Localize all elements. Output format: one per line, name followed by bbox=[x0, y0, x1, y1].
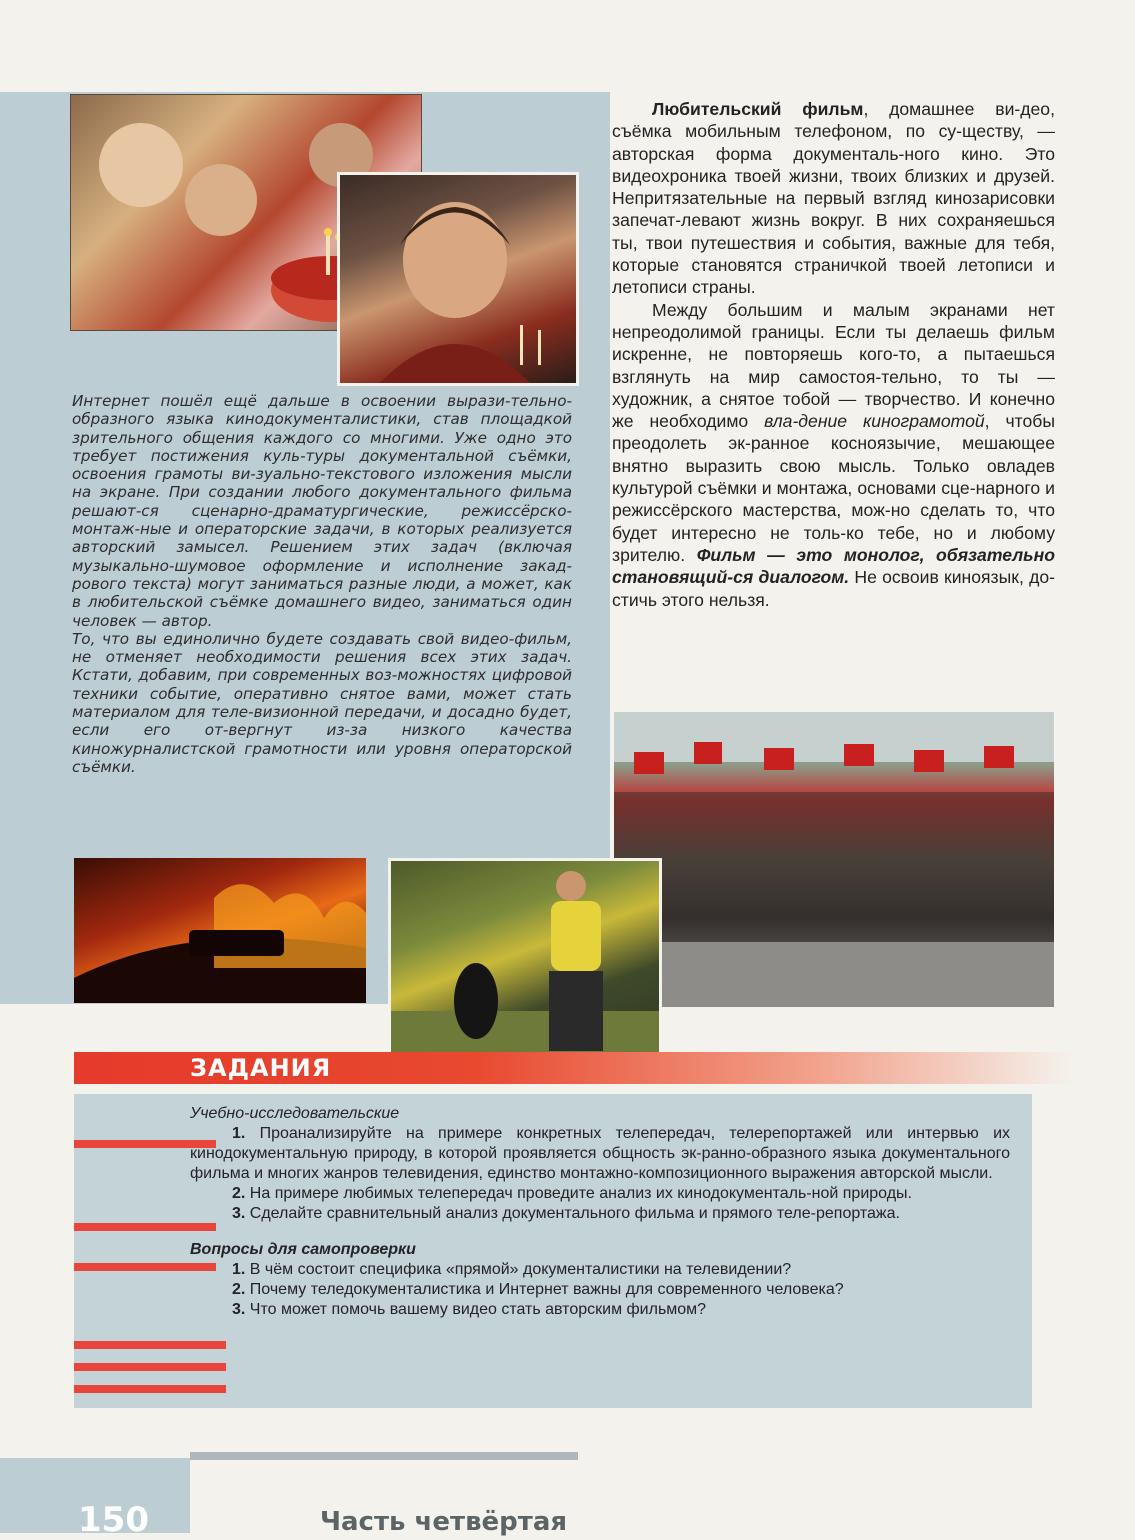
research-task-1 bbox=[190, 1124, 1010, 1184]
page-number: 150 bbox=[78, 1500, 149, 1540]
self-check-question-1 bbox=[190, 1260, 1010, 1280]
self-check-question-1-number: 1. bbox=[232, 1261, 246, 1278]
self-check-question-1-text: В чём состоит специфика «прямой» документалистики на телевидении? bbox=[245, 1261, 792, 1278]
research-task-1-number: 1. bbox=[232, 1125, 246, 1142]
self-check-question-2-number: 2. bbox=[232, 1281, 246, 1298]
research-task-2-number: 2. bbox=[232, 1185, 246, 1202]
main-paragraph-2-text-b: , чтобы преодолеть эк-ранное косноязычие, мешающее внятно выразить свою мысль. Только овладев культурой съёмки и монтажа, основами сце-нарного и режиссёрского мастерства, мож-но сделать то, что будет интересно не толь-ко тебе, но и любому зрителю. bbox=[612, 411, 1056, 565]
research-task-3-number: 3. bbox=[232, 1205, 246, 1222]
term-amateur-film: Любительский фильм bbox=[652, 99, 864, 119]
tasks-title: ЗАДАНИЯ bbox=[190, 1054, 332, 1082]
left-caption-paragraph-1: Интернет пошёл ещё дальше в освоении вырази-тельно-образного языка кинодокументалистики, став площадкой зрительного общения каждого со многими. Уже одно это требует постижения куль-туры документальной съёмки, освоения грамоты ви-зуально-текстового изложения мысли на экране. При создании любого документального фильма решают-ся сценарно-драматургические, режиссёрско-монтаж-ные и операторские задачи, в которых реализуется авторский замысел. Решением этих задач (включая музыкально-шумовое оформление и исполнение закад-рового текста) могут заниматься разные люди, а может, как в любительской съёмке домашнего видео, заниматься один человек — автор. bbox=[72, 392, 572, 630]
question-marker-2 bbox=[74, 1363, 226, 1371]
research-task-3-text: Сделайте сравнительный анализ документального фильма и прямого теле-репортажа. bbox=[245, 1205, 900, 1222]
footer-divider bbox=[190, 1452, 578, 1460]
parade-photo bbox=[614, 712, 1054, 1007]
research-task-2 bbox=[190, 1184, 1010, 1204]
term-film-literacy: вла-дение кинограмотой bbox=[764, 411, 985, 432]
self-check-heading: Вопросы для самопроверки bbox=[190, 1241, 416, 1258]
fire-photo bbox=[74, 858, 366, 1003]
research-tasks-heading: Учебно-исследовательские bbox=[190, 1105, 400, 1122]
main-paragraph-2-text-c: Не освоив киноязык, до-стичь этого нельзя. bbox=[612, 567, 1055, 610]
parade-illustration bbox=[614, 712, 1054, 1007]
main-text-column bbox=[612, 98, 1055, 611]
research-task-1-text: Проанализируйте на примере конкретных телепередач, телерепортажей или интервью их кинодокументальную природу, в которой проявляется общность эк-ранно-образного языка документального фильма и многих жанров телевидения, единство монтажно-композиционного выражения авторской мысли. bbox=[190, 1125, 1010, 1182]
research-task-3 bbox=[190, 1204, 1010, 1224]
main-paragraph-2 bbox=[612, 299, 1055, 611]
main-paragraph-1 bbox=[612, 98, 1055, 299]
self-check-question-3-number: 3. bbox=[232, 1301, 246, 1318]
self-check-question-2-text: Почему теледокументалистика и Интернет важны для современного человека? bbox=[245, 1281, 844, 1298]
main-paragraph-1-text: , домашнее ви-део, съёмка мобильным телефоном, по су-ществу, — авторская форма документаль-ного кино. Это видеохроника твоей жизни, твоих близких и друзей. Непритязательные на первый взгляд кинозарисовки запечат-левают жизнь вокруг. В них сохраняешься ты, твои путешествия и события, важные для тебя, которые становятся страничкой твоей летописи и летописи страны. bbox=[612, 99, 1055, 298]
question-marker-1 bbox=[74, 1341, 226, 1349]
self-check-question-3 bbox=[190, 1300, 1010, 1320]
key-statement: Фильм — это монолог, обязательно становящий-ся диалогом. bbox=[612, 544, 1055, 588]
part-title: Часть четвёртая bbox=[320, 1507, 568, 1537]
fire-car-illustration bbox=[74, 858, 366, 1003]
self-check-question-3-text: Что может помочь вашему видео стать авторским фильмом? bbox=[245, 1301, 707, 1318]
main-paragraph-2-text-a: Между большим и малым экранами нет непреодолимой границы. Если ты делаешь фильм искренне, не повторяешь кого-то, а пытаешься взглянуть на мир самостоя-тельно, то ты — художник, а снятое тобой — творчество. И конечно же необходимо bbox=[612, 299, 1055, 432]
left-caption-text bbox=[72, 392, 572, 776]
dog-training-photo bbox=[388, 858, 662, 1074]
left-caption-paragraph-2: То, что вы единолично будете создавать свой видео-фильм, не отменяет необходимости решения всех этих задач. Кстати, добавим, при современных воз-можностях цифровой техники событие, оперативно снятое вами, может стать материалом для теле-визионной передачи, и досадно будет, если его от-вергнут из-за низкого качества киножурналистской грамотности или уровня операторской съёмки. bbox=[72, 629, 572, 776]
tasks-content bbox=[190, 1104, 1010, 1320]
self-check-question-2 bbox=[190, 1280, 1010, 1300]
research-task-2-text: На примере любимых телепередач проведите анализ их кинодокументаль-ной природы. bbox=[245, 1185, 912, 1202]
dog-training-illustration bbox=[391, 861, 659, 1071]
child-portrait-photo bbox=[337, 172, 579, 386]
question-marker-3 bbox=[74, 1385, 226, 1393]
child-portrait-illustration bbox=[340, 175, 576, 383]
